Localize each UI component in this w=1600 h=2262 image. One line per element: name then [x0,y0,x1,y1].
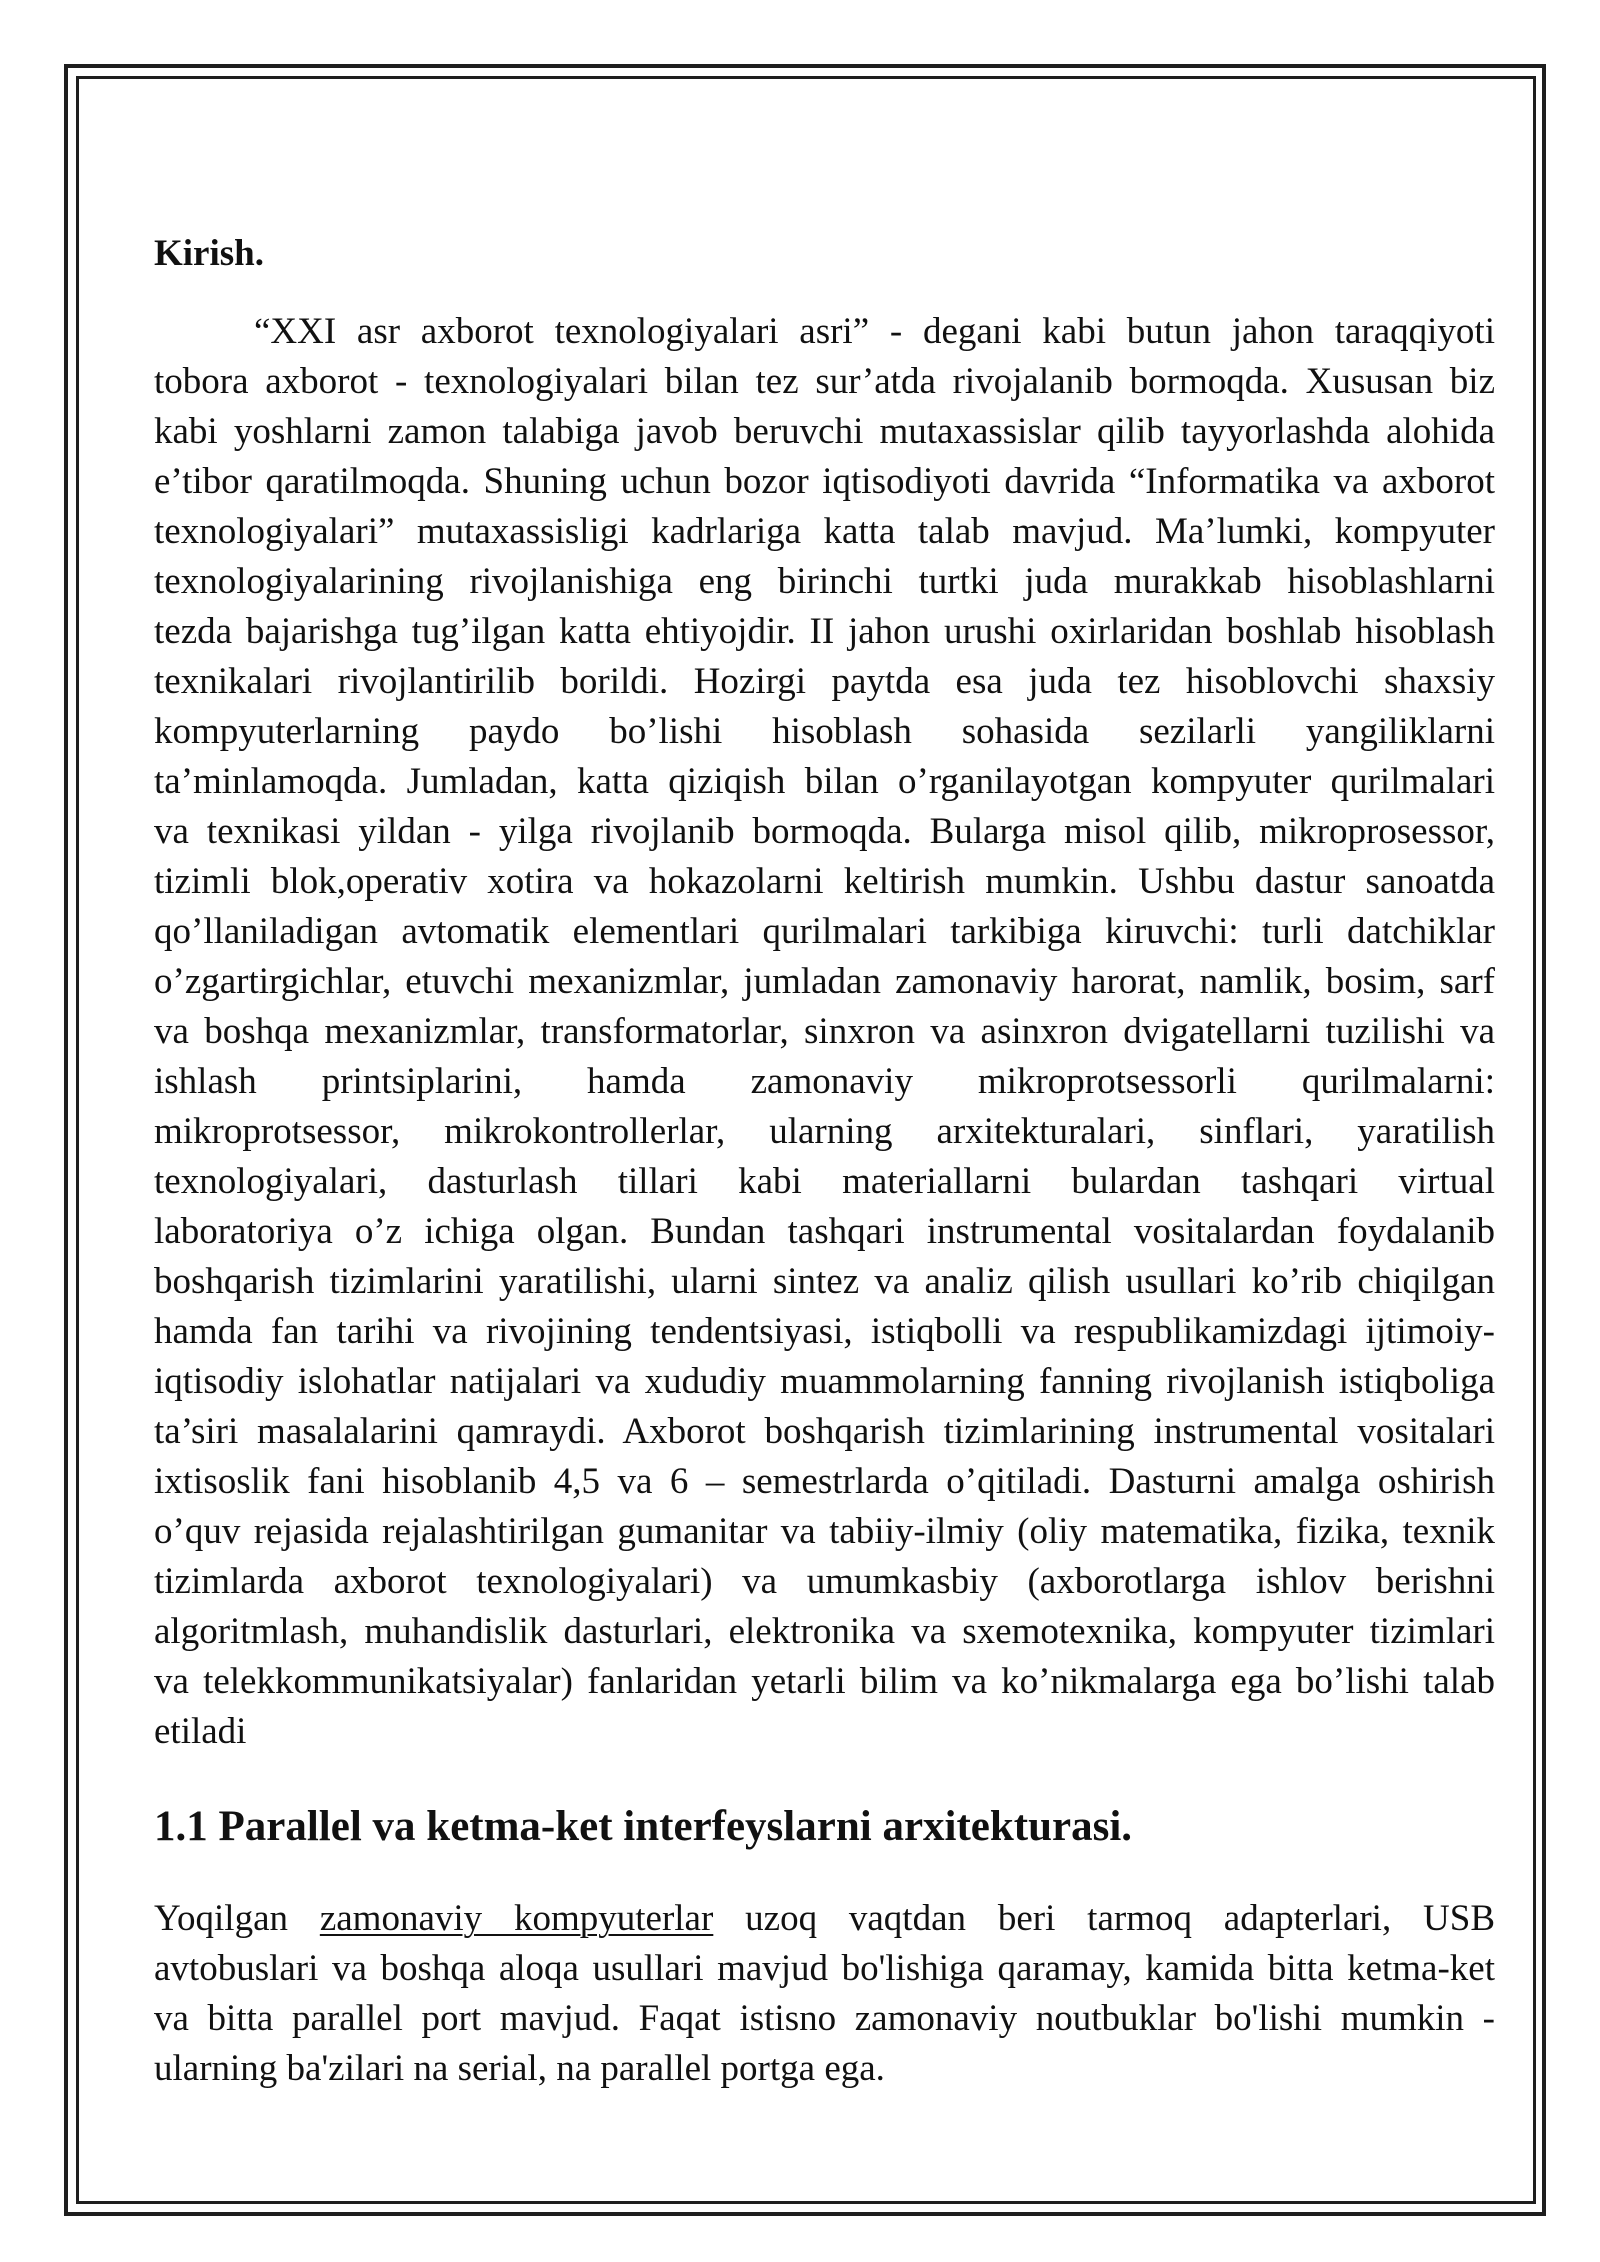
intro-paragraph [154,307,1495,1757]
paragraph-line: “XXI asr axborot texnologiyalari asri” - degani kabi butun jahon taraqqiyoti [254,311,1495,352]
paragraph-line: ta’siri masalalarini qamraydi. Axborot boshqarish tizimlarining instrumental vositalari [154,1411,1495,1452]
paragraph-line: e’tibor qaratilmoqda. Shuning uchun bozor iqtisodiyoti davrida “Informatika va axborot [154,461,1495,502]
paragraph-line: ixtisoslik fani hisoblanib 4,5 va 6 – semestrlarda o’qitiladi. Dasturni amalga oshirish [154,1461,1495,1502]
paragraph-line: algoritmlash, muhandislik dasturlari, elektronika va sxemotexnika, kompyuter tizimlari [154,1611,1495,1652]
intro-heading: Kirish. [154,233,264,274]
paragraph-text: uzoq vaqtdan beri tarmoq adapterlari, USB [745,1898,1496,1939]
paragraph-line: boshqarish tizimlarini yaratilishi, ularni sintez va analiz qilish usullari ko’rib chiqilgan [154,1261,1495,1302]
paragraph-line: iqtisodiy islohatlar natijalari va xududiy muammolarning fanning rivojlanish istiqboliga [154,1361,1495,1402]
zamonaviy-kompyuterlar-link[interactable]: zamonaviy kompyuterlar [319,1898,714,1939]
paragraph-line: mikroprotsessor, mikrokontrollerlar, ularning arxitekturalari, sinflari, yaratilish [154,1111,1495,1152]
paragraph-line: avtobuslari va boshqa aloqa usullari mavjud bo'lishiga qaramay, kamida bitta ketma-ket [154,1948,1495,1989]
paragraph-line: o’quv rejasida rejalashtirilgan gumanitar va tabiiy-ilmiy (oliy matematika, fizika, texnik [154,1511,1495,1552]
section-paragraph [154,1894,1495,2094]
paragraph-line: texnologiyalarining rivojlanishiga eng birinchi turtki juda murakkab hisoblashlarni [154,561,1495,602]
paragraph-line [154,1894,1495,1944]
paragraph-line: texnologiyalari, dasturlash tillari kabi materiallarni bulardan tashqari virtual [154,1161,1495,1202]
paragraph-line: ta’minlamoqda. Jumladan, katta qiziqish bilan o’rganilayotgan kompyuter qurilmalari [154,761,1495,802]
section-heading: 1.1 Parallel va ketma-ket interfeyslarni arxitekturasi. [154,1803,1133,1850]
paragraph-text: Yoqilgan [154,1898,288,1939]
paragraph-line: kompyuterlarning paydo bo’lishi hisoblash sohasida sezilarli yangiliklarni [154,711,1495,752]
paragraph-line: va boshqa mexanizmlar, transformatorlar, sinxron va asinxron dvigatellarni tuzilishi va [154,1011,1495,1052]
paragraph-line: etiladi [154,1711,247,1752]
paragraph-line: kabi yoshlarni zamon talabiga javob beruvchi mutaxassislar qilib tayyorlashda alohida [154,411,1495,452]
paragraph-line: texnologiyalari” mutaxassisligi kadrlariga katta talab mavjud. Ma’lumki, kompyuter [154,511,1495,552]
paragraph-line: ularning ba'zilari na serial, na parallel portga ega. [154,2048,885,2089]
paragraph-line: tobora axborot - texnologiyalari bilan tez sur’atda rivojalanib bormoqda. Xususan biz [154,361,1495,402]
paragraph-line: tezda bajarishga tug’ilgan katta ehtiyojdir. II jahon urushi oxirlaridan boshlab hisoblash [154,611,1495,652]
paragraph-line: tizimlarda axborot texnologiyalari) va umumkasbiy (axborotlarga ishlov berishni [154,1561,1495,1602]
paragraph-line: ishlash printsiplarini, hamda zamonaviy mikroprotsessorli qurilmalarni: [154,1061,1495,1102]
paragraph-line: va bitta parallel port mavjud. Faqat istisno zamonaviy noutbuklar bo'lishi mumkin - [154,1998,1495,2039]
paragraph-line: hamda fan tarihi va rivojining tendentsiyasi, istiqbolli va respublikamizdagi ijtimoiy- [154,1311,1495,1352]
paragraph-line: va telekkommunikatsiyalar) fanlaridan yetarli bilim va ko’nikmalarga ega bo’lishi talab [154,1661,1495,1702]
paragraph-line: qo’llaniladigan avtomatik elementlari qurilmalari tarkibiga kiruvchi: turli datchiklar [154,911,1495,952]
paragraph-line: texnikalari rivojlantirilib borildi. Hozirgi paytda esa juda tez hisoblovchi shaxsiy [154,661,1495,702]
paragraph-line: va texnikasi yildan - yilga rivojlanib bormoqda. Bularga misol qilib, mikroprosessor, [154,811,1495,852]
paragraph-line: tizimli blok,operativ xotira va hokazolarni keltirish mumkin. Ushbu dastur sanoatda [154,861,1495,902]
paragraph-line: laboratoriya o’z ichiga olgan. Bundan tashqari instrumental vositalardan foydalanib [154,1211,1495,1252]
paragraph-line: o’zgartirgichlar, etuvchi mexanizmlar, jumladan zamonaviy harorat, namlik, bosim, sarf [154,961,1495,1002]
